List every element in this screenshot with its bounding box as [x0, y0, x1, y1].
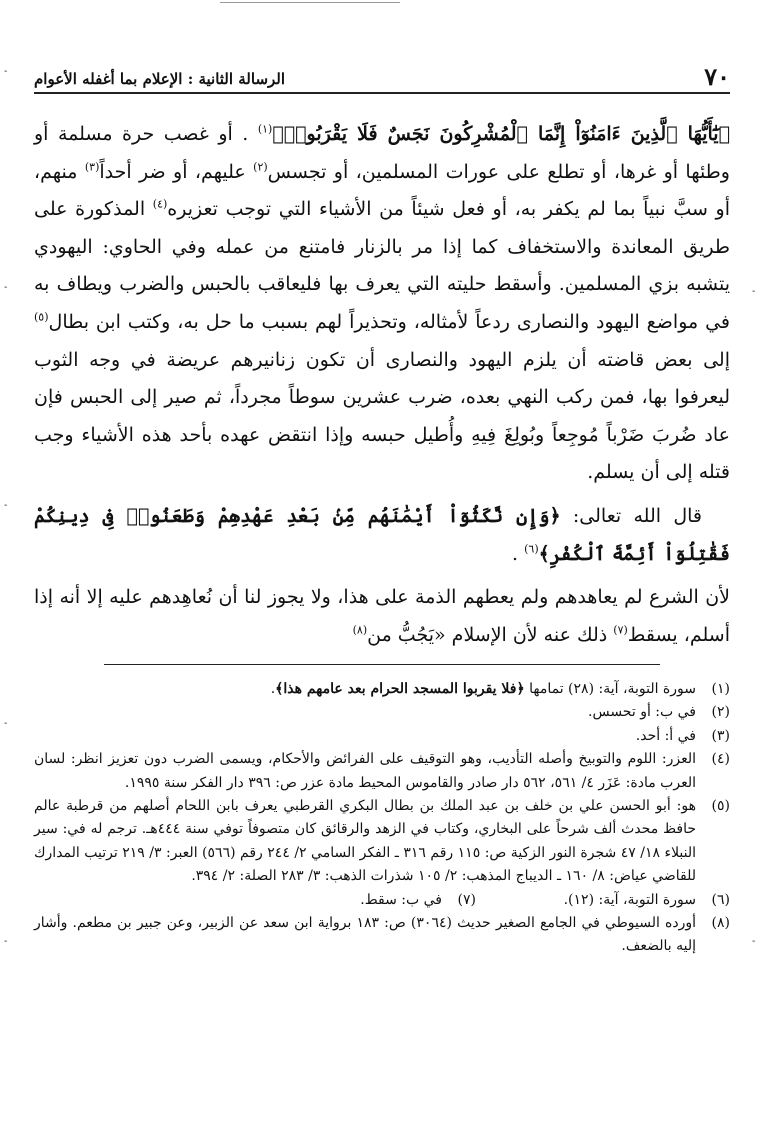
- paragraph-text: إلى بعض قاضته أن يلزم اليهود والنصارى أن تكون زنانيرهم عريضة في وجه الثوب ليعرفوا بها، فمن ركب النهي بعده، ضرب عشرين سوطاً مجرداً، ثم صير إلى الحبس فإن عاد ضُربَ ضَرْباً مُوجِعاً وبُولِغَ فِيهِ وأُطيل حبسه وإذا انتقض عهده بأحد هذه الأشياء وجب قتله إلى أن يسلم.: [34, 348, 730, 484]
- footnote-separator: [104, 664, 660, 665]
- footnote-text: سورة التوبة، آية: (١٢).: [563, 891, 696, 908]
- scan-margin-mark: -: [752, 936, 756, 947]
- footnote-text: في أ: أحد.: [635, 727, 696, 744]
- paragraph-text: المذكورة على طريق المعاندة والاستخفاف كما إذا مر بالزنار فامتنع من عمله وفي الحاوي: اليهودي يتشبه بزي المسلمين. وأسقط حليته التي يعرف بها فليعاقب بالحبس والضرب ويطاف به في مواضع اليهود والنصارى ردعاً لأمثاله، وتحذيراً لهم بسبب ما حل به، وكتب ابن بطال: [34, 198, 730, 333]
- footnote-3: [34, 725, 730, 748]
- footnote-ref[interactable]: (٧): [613, 623, 628, 637]
- footnote-number: (٣): [711, 727, 730, 744]
- footnote-text: أورده السيوطي في الجامع الصغير حديث (٣٠٦٤) ص: ١٨٣ برواية ابن سعد عن الزبير، وعن جبير بن مطعم. وأشار إليه بالضعف.: [34, 915, 696, 955]
- footnote-text: [34, 678, 696, 701]
- paragraph-text: ذلك عنه لأن الإسلام «يَجُبُّ من: [367, 623, 614, 646]
- footnote-6-7-row: [34, 889, 730, 912]
- footnote-2: [34, 701, 730, 724]
- footnote-number: (١): [711, 681, 730, 697]
- footnote-text: في ب: أو تحسس.: [588, 704, 696, 721]
- footnote-number: (٨): [711, 915, 730, 932]
- footnote-1: [34, 678, 730, 701]
- paragraph-text: .: [512, 542, 525, 565]
- footnote-ref[interactable]: (٦): [524, 542, 539, 556]
- footnote-ref[interactable]: (٥): [34, 310, 49, 324]
- footnote-5: [34, 795, 730, 889]
- page-header: [34, 58, 730, 94]
- footnote-number: (٦): [711, 891, 730, 908]
- footnote-number: (٧): [457, 891, 476, 908]
- footnote-number: (٢): [711, 704, 730, 721]
- footnote-ref[interactable]: (٢): [253, 160, 268, 174]
- footnote-text-part: سورة التوبة، آية: (٢٨) تمامها: [524, 681, 696, 697]
- quran-verse: ﴿يَٰٓأَيُّهَا ٱلَّذِينَ ءَامَنُوٓاْ إِنَّمَا ٱلْمُشْرِكُونَ نَجَسٌ فَلَا يَقْرَبُوا۟﴾: [272, 123, 731, 145]
- running-title: الرسالة الثانية : الإعلام بما أغفله الأعوام: [34, 70, 286, 88]
- scan-margin-mark: -: [752, 286, 756, 297]
- footnote-number: (٤): [711, 751, 730, 768]
- footnote-text: هو: أبو الحسن علي بن خلف بن عبد الملك بن بطال البكري القرطبي يعرف بابن اللحام أصلهم من قرطبة عالم حافظ محدث ألف شرحاً على البخاري، وكتاب في الزهد والرقائق كان متصوفاً توفي سنة ٤٤٤هـ. ترجم له في: سير النبلاء ١٨/ ٤٧ شجرة النور الزكية ص: ١١٥ رقم ٣١٦ ـ الفكر السامي ٢/ ٢٤٤ رقم (٥٦٦) العبر: ٣/ ٢١٩ ترتيب المدارك للقاضي عياض: ٨/ ١٦٠ ـ الديباج المذهب: ٢/ ١٠٥ شذرات الذهب: ٣/ ٢٨٣ الصلة: ٢/ ٣٩٤.: [34, 798, 697, 885]
- scan-margin-mark: -: [4, 282, 8, 293]
- scan-margin-mark: -: [4, 718, 8, 729]
- footnote-ref[interactable]: (٤): [152, 197, 168, 211]
- quran-verse: ﴿وَإِن نَّكَثُوٓاْ أَيْمَٰنَهُم مِّنۢ بَعْدِ عَهْدِهِمْ وَطَعَنُوا۟ فِى دِينِكُمْ فَقَٰتِلُوٓاْ أَئِمَّةَ ٱلْكُفْرِ﴾: [34, 504, 730, 565]
- paragraph-text: عليهم، أو ضر أحداً: [99, 160, 254, 183]
- paragraph-text: منهم، أو سبَّ نبياً بما لم يكفر به، أو فعل شيئاً من الأشياء التي توجب تعزيره: [34, 160, 731, 221]
- scan-margin-mark: -: [4, 500, 8, 511]
- scan-margin-mark: -: [4, 66, 8, 77]
- footnote-number: (٥): [711, 798, 730, 815]
- footnote-ref[interactable]: (٣): [84, 160, 100, 174]
- footnote-ref[interactable]: (١): [257, 122, 273, 136]
- footnotes: [34, 678, 730, 959]
- footnote-quran-verse: ﴿فلا يقربوا المسجد الحرام بعد عامهم هذا﴾: [275, 681, 525, 697]
- page-number: ٧٠: [704, 62, 730, 91]
- footnote-ref[interactable]: (٨): [352, 623, 368, 637]
- footnote-4: [34, 748, 730, 795]
- main-text: [34, 116, 730, 654]
- scan-edge-line: [220, 2, 400, 3]
- scan-margin-mark: -: [4, 936, 8, 947]
- footnote-8: [34, 912, 730, 959]
- paragraph-1: [34, 116, 730, 492]
- paragraph-text: لأن الشرع لم يعاهدهم ولم يعطهم الذمة على هذا، ولا يجوز لنا أن نُعاهِدهم عليه إلا أنه إذا أسلم، يسقط: [34, 586, 730, 646]
- footnote-text: في ب: سقط.: [360, 891, 442, 908]
- footnote-text: العزر: اللوم والتوبيخ وأصله التأديب، وهو التوقيف على الفرائض والأحكام، ويسمى الضرب دون تعزيز انظر: لسان العرب مادة: عَزَر ٤/ ٥٦١، ٥٦٢ دار صادر والقاموس المحيط مادة عزر ص: ٣٩٦ دار الفكر سنة ١٩٩٥.: [34, 751, 696, 791]
- paragraph-text: . أو غصب حرة مسلمة أو وطئها أو غرها، أو تطلع على عورات المسلمين، أو تجسس: [34, 123, 730, 183]
- paragraph-2: [34, 498, 730, 573]
- paragraph-3: [34, 579, 730, 654]
- footnote-text-part: .: [270, 681, 276, 697]
- paragraph-text: قال الله تعالى:: [560, 504, 703, 527]
